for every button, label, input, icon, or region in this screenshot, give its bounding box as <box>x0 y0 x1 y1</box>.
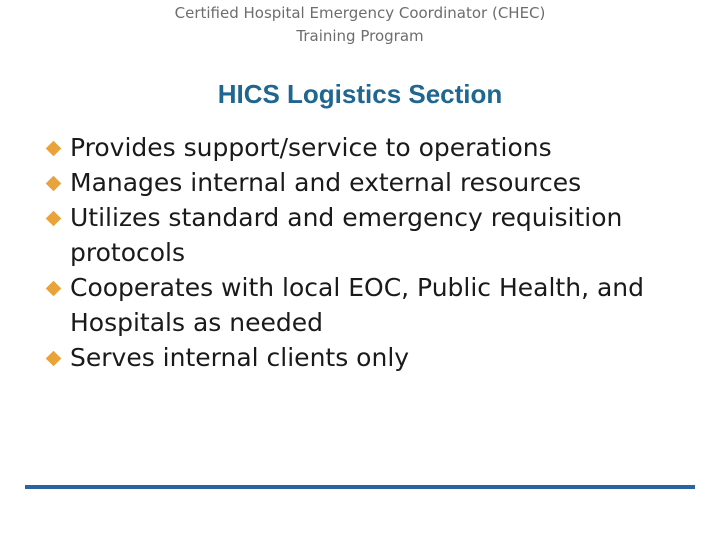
header-line-2: Training Program <box>296 27 424 45</box>
bullet-text: Utilizes standard and emergency requisition protocols <box>70 203 623 267</box>
diamond-bullet-icon <box>46 141 62 157</box>
bullet-text: Provides support/service to operations <box>70 133 552 162</box>
diamond-bullet-icon <box>46 176 62 192</box>
bullet-item <box>48 165 698 200</box>
diamond-bullet-icon <box>46 211 62 227</box>
bullet-text: Cooperates with local EOC, Public Health, and Hospitals as needed <box>70 273 645 337</box>
slide-header <box>0 2 720 48</box>
bullet-item <box>48 200 698 270</box>
bullet-text: Manages internal and external resources <box>70 168 582 197</box>
bullet-list <box>48 130 698 375</box>
header-line-1: Certified Hospital Emergency Coordinator (CHEC) <box>174 4 546 22</box>
diamond-bullet-icon <box>46 281 62 297</box>
bullet-text: Serves internal clients only <box>70 343 410 372</box>
diamond-bullet-icon <box>46 351 62 367</box>
footer-divider <box>25 485 695 489</box>
bullet-item <box>48 340 698 375</box>
bullet-item <box>48 130 698 165</box>
bullet-item <box>48 270 698 340</box>
slide-title: HICS Logistics Section <box>217 79 503 109</box>
